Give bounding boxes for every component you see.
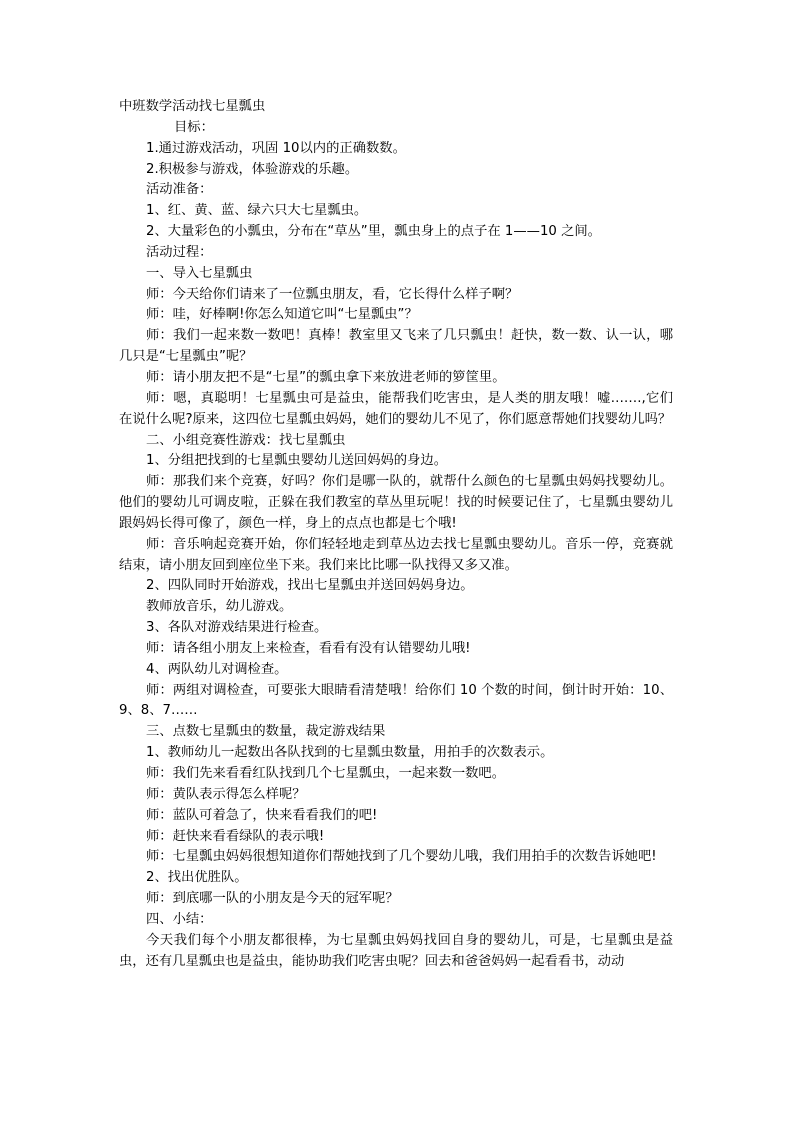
section-heading: 一、导入七星瓢虫 <box>146 265 253 281</box>
paragraph: 师：请各组小朋友上来检查，看看有没有认错婴幼儿哦! <box>146 640 471 656</box>
paragraph: 师：那我们来个竞赛，好吗？你们是哪一队的，就帮什么颜色的七星瓢虫妈妈找婴幼儿。他们的婴幼儿可调皮啦，正躲在我们教室的草丛里玩呢！找的时候要记住了，七星瓢虫婴幼儿跟妈妈长得可像了，颜色一样，身上的点点也都是七个哦! <box>119 474 673 531</box>
paragraph: 2、大量彩色的小瓢虫，分布在“草丛”里，瓢虫身上的点子在 1——10 之间。 <box>146 224 601 240</box>
paragraph: 教师放音乐，幼儿游戏。 <box>146 599 293 615</box>
paragraph: 3、各队对游戏结果进行检查。 <box>146 620 328 636</box>
section-heading: 三、点数七星瓢虫的数量，裁定游戏结果 <box>146 724 386 740</box>
document-body <box>119 97 673 972</box>
paragraph: 今天我们每个小朋友都很棒，为七星瓢虫妈妈找回自身的婴幼儿，可是，七星瓢虫是益虫，还有几星瓢虫也是益虫，能协助我们吃害虫呢？回去和爸爸妈妈一起看看书，动动 <box>119 932 673 969</box>
section-heading-goals: 目标： <box>174 119 214 135</box>
paragraph: 1、教师幼儿一起数出各队找到的七星瓢虫数量，用拍手的次数表示。 <box>146 745 554 761</box>
paragraph: 师：赶快来看看绿队的表示哦! <box>146 828 325 844</box>
paragraph: 1、红、黄、蓝、绿六只大七星瓢虫。 <box>146 203 368 219</box>
paragraph: 师：我们一起来数一数吧！真棒！教室里又飞来了几只瓢虫！赶快，数一数、认一认，哪几只是“七星瓢虫”呢？ <box>119 328 673 365</box>
paragraph: 师：哇，好棒啊!你怎么知道它叫“七星瓢虫”？ <box>146 307 418 323</box>
paragraph: 师：七星瓢虫妈妈很想知道你们帮她找到了几个婴幼儿哦，我们用拍手的次数告诉她吧! <box>146 849 657 865</box>
paragraph: 师：我们先来看看红队找到几个七星瓢虫，一起来数一数吧。 <box>146 766 506 781</box>
paragraph: 师：蓝队可着急了，快来看看我们的吧! <box>146 807 378 823</box>
paragraph: 师：嗯，真聪明！七星瓢虫可是益虫，能帮我们吃害虫，是人类的朋友哦！嘘…….,它们在说什么呢?原来，这四位七星瓢虫妈妈，她们的婴幼儿不见了，你们愿意帮她们找婴幼儿吗？ <box>119 390 673 427</box>
paragraph: 1.通过游戏活动，巩固 10以内的正确数数。 <box>146 140 406 156</box>
paragraph: 师：今天给你们请来了一位瓢虫朋友，看，它长得什么样子啊？ <box>146 286 519 302</box>
paragraph: 师：到底哪一队的小朋友是今天的冠军呢？ <box>146 891 399 907</box>
document-title: 中班数学活动找七星瓢虫 <box>119 99 266 114</box>
paragraph: 2、找出优胜队。 <box>146 870 248 886</box>
section-heading: 二、小组竞赛性游戏：找七星瓢虫 <box>146 432 346 448</box>
paragraph: 师：黄队表示得怎么样呢？ <box>146 786 306 802</box>
section-heading-process: 活动过程： <box>146 244 213 260</box>
section-heading-summary: 四、小结： <box>146 911 213 927</box>
paragraph: 1、分组把找到的七星瓢虫婴幼儿送回妈妈的身边。 <box>146 453 447 469</box>
paragraph: 师：两组对调检查，可要张大眼睛看清楚哦！给你们 10 个数的时间，倒计时开始：10、9、8、7…… <box>119 682 673 719</box>
paragraph: 师：请小朋友把不是“七星”的瓢虫拿下来放进老师的箩筐里。 <box>146 369 506 385</box>
paragraph: 2.积极参与游戏，体验游戏的乐趣。 <box>146 161 359 177</box>
paragraph: 2、四队同时开始游戏，找出七星瓢虫并送回妈妈身边。 <box>146 578 474 594</box>
paragraph: 4、两队幼儿对调检查。 <box>146 661 288 677</box>
section-heading-preparation: 活动准备： <box>146 182 213 198</box>
paragraph: 师：音乐响起竞赛开始，你们轻轻地走到草丛边去找七星瓢虫婴幼儿。音乐一停，竞赛就结束，请小朋友回到座位坐下来。我们来比比哪一队找得又多又准。 <box>119 536 673 573</box>
